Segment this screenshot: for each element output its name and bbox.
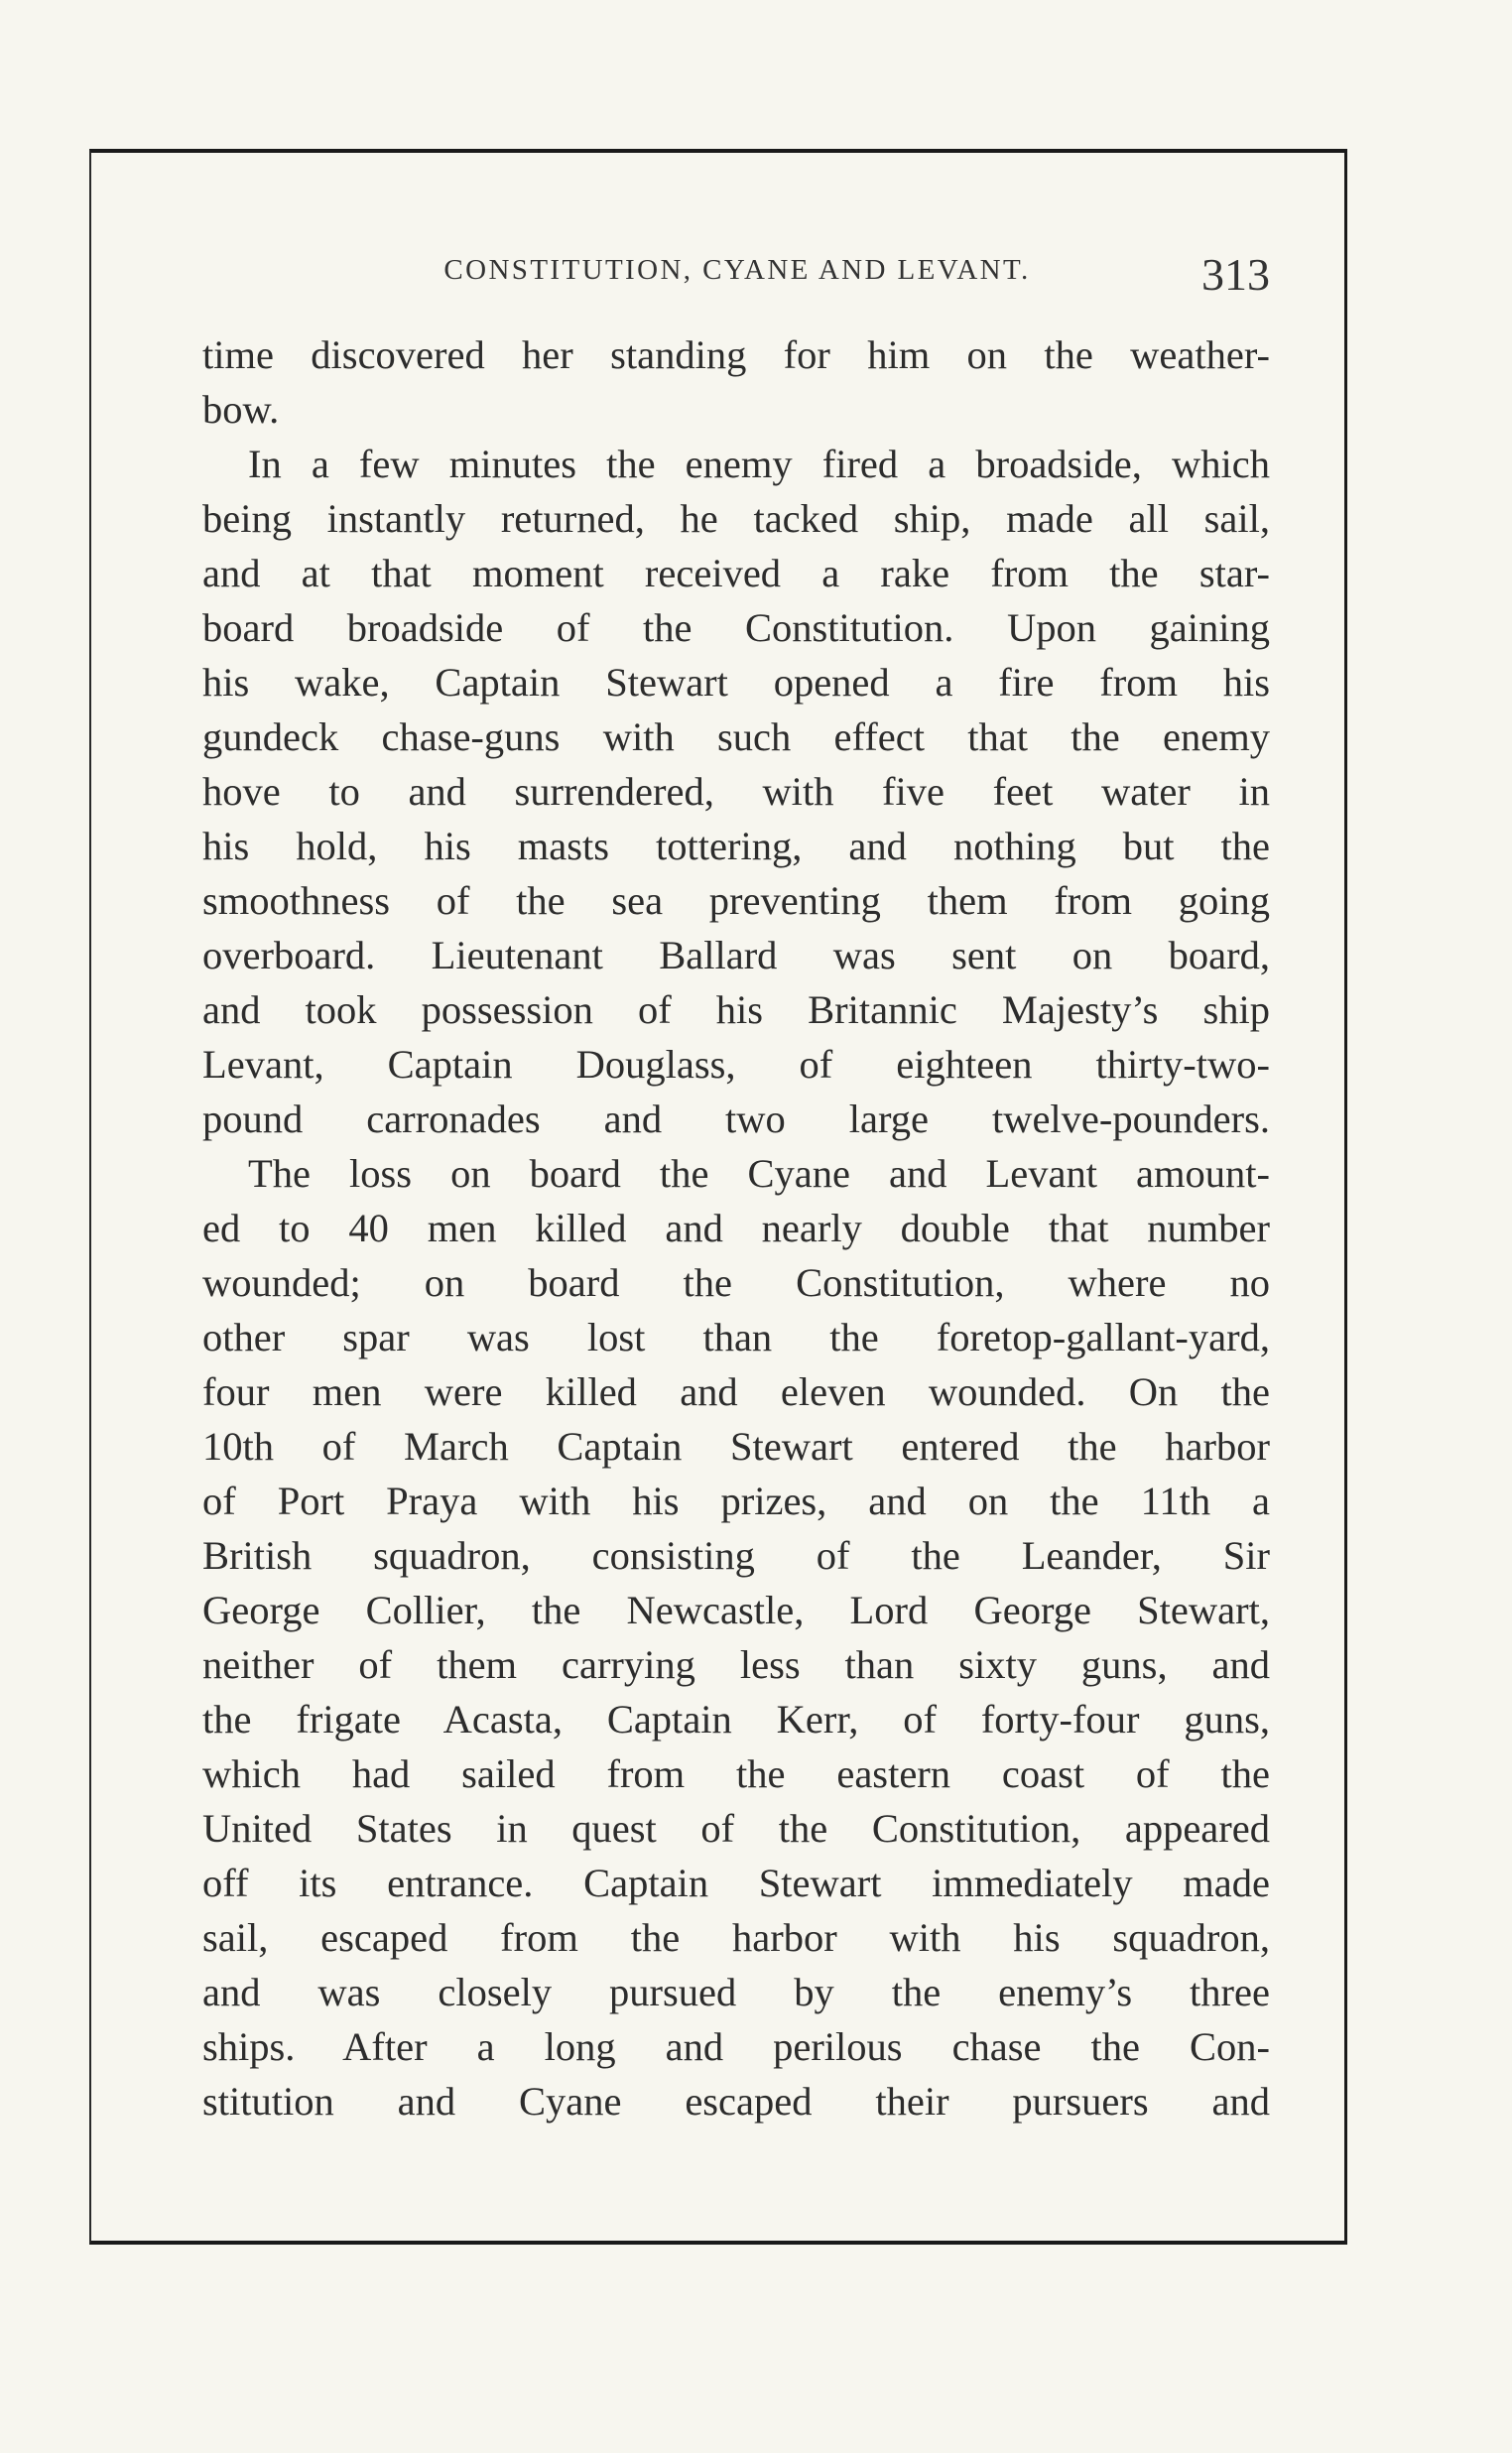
- text-line: board broadside of the Constitution. Upon gaining: [202, 605, 1270, 650]
- text-line: and took possession of his Britannic Majesty’s ship: [202, 987, 1270, 1032]
- text-line: of Port Praya with his prizes, and on the 11th a: [202, 1479, 1270, 1523]
- text-line: British squadron, consisting of the Leander, Sir: [202, 1533, 1270, 1578]
- text-line: being instantly returned, he tacked ship, made all sail,: [202, 496, 1270, 541]
- text-line: which had sailed from the eastern coast of the: [202, 1751, 1270, 1796]
- text-line: bow.: [202, 387, 280, 432]
- text-line: pound carronades and two large twelve-pounders.: [202, 1097, 1270, 1141]
- page-number: 313: [1201, 249, 1270, 300]
- running-title: CONSTITUTION, CYANE AND LEVANT.: [443, 254, 1031, 286]
- text-line: his hold, his masts tottering, and nothing but the: [202, 824, 1270, 868]
- text-line: wounded; on board the Constitution, where no: [202, 1260, 1270, 1305]
- body-text: [202, 327, 1270, 2129]
- text-line: other spar was lost than the foretop-gallant-yard,: [202, 1315, 1270, 1359]
- text-line: and at that moment received a rake from the star-: [202, 551, 1270, 595]
- text-line: off its entrance. Captain Stewart immediately made: [202, 1861, 1270, 1905]
- text-line: Levant, Captain Douglass, of eighteen thirty-two-: [202, 1042, 1270, 1087]
- text-line: United States in quest of the Constitution, appeared: [202, 1806, 1270, 1851]
- text-line: gundeck chase-guns with such effect that the enemy: [202, 714, 1270, 759]
- text-line: ships. After a long and perilous chase the Con-: [202, 2024, 1270, 2069]
- text-line: In a few minutes the enemy fired a broadside, which: [248, 442, 1270, 486]
- text-line: four men were killed and eleven wounded. On the: [202, 1369, 1270, 1414]
- text-line: the frigate Acasta, Captain Kerr, of forty-four guns,: [202, 1697, 1270, 1742]
- text-line: George Collier, the Newcastle, Lord George Stewart,: [202, 1588, 1270, 1632]
- text-line: ed to 40 men killed and nearly double that number: [202, 1206, 1270, 1250]
- text-line: smoothness of the sea preventing them from going: [202, 878, 1270, 923]
- text-line: The loss on board the Cyane and Levant amount-: [248, 1151, 1270, 1196]
- text-line: neither of them carrying less than sixty guns, and: [202, 1642, 1270, 1687]
- running-head: [202, 250, 1272, 300]
- text-line: hove to and surrendered, with five feet water in: [202, 769, 1270, 814]
- text-line: overboard. Lieutenant Ballard was sent on board,: [202, 933, 1270, 977]
- text-line: and was closely pursued by the enemy’s three: [202, 1970, 1270, 2014]
- text-line: 10th of March Captain Stewart entered the harbor: [202, 1424, 1270, 1469]
- text-line: stitution and Cyane escaped their pursuers and: [202, 2079, 1270, 2124]
- text-line: time discovered her standing for him on the weather-: [202, 332, 1270, 377]
- text-line: his wake, Captain Stewart opened a fire from his: [202, 660, 1270, 705]
- text-line: sail, escaped from the harbor with his squadron,: [202, 1915, 1270, 1960]
